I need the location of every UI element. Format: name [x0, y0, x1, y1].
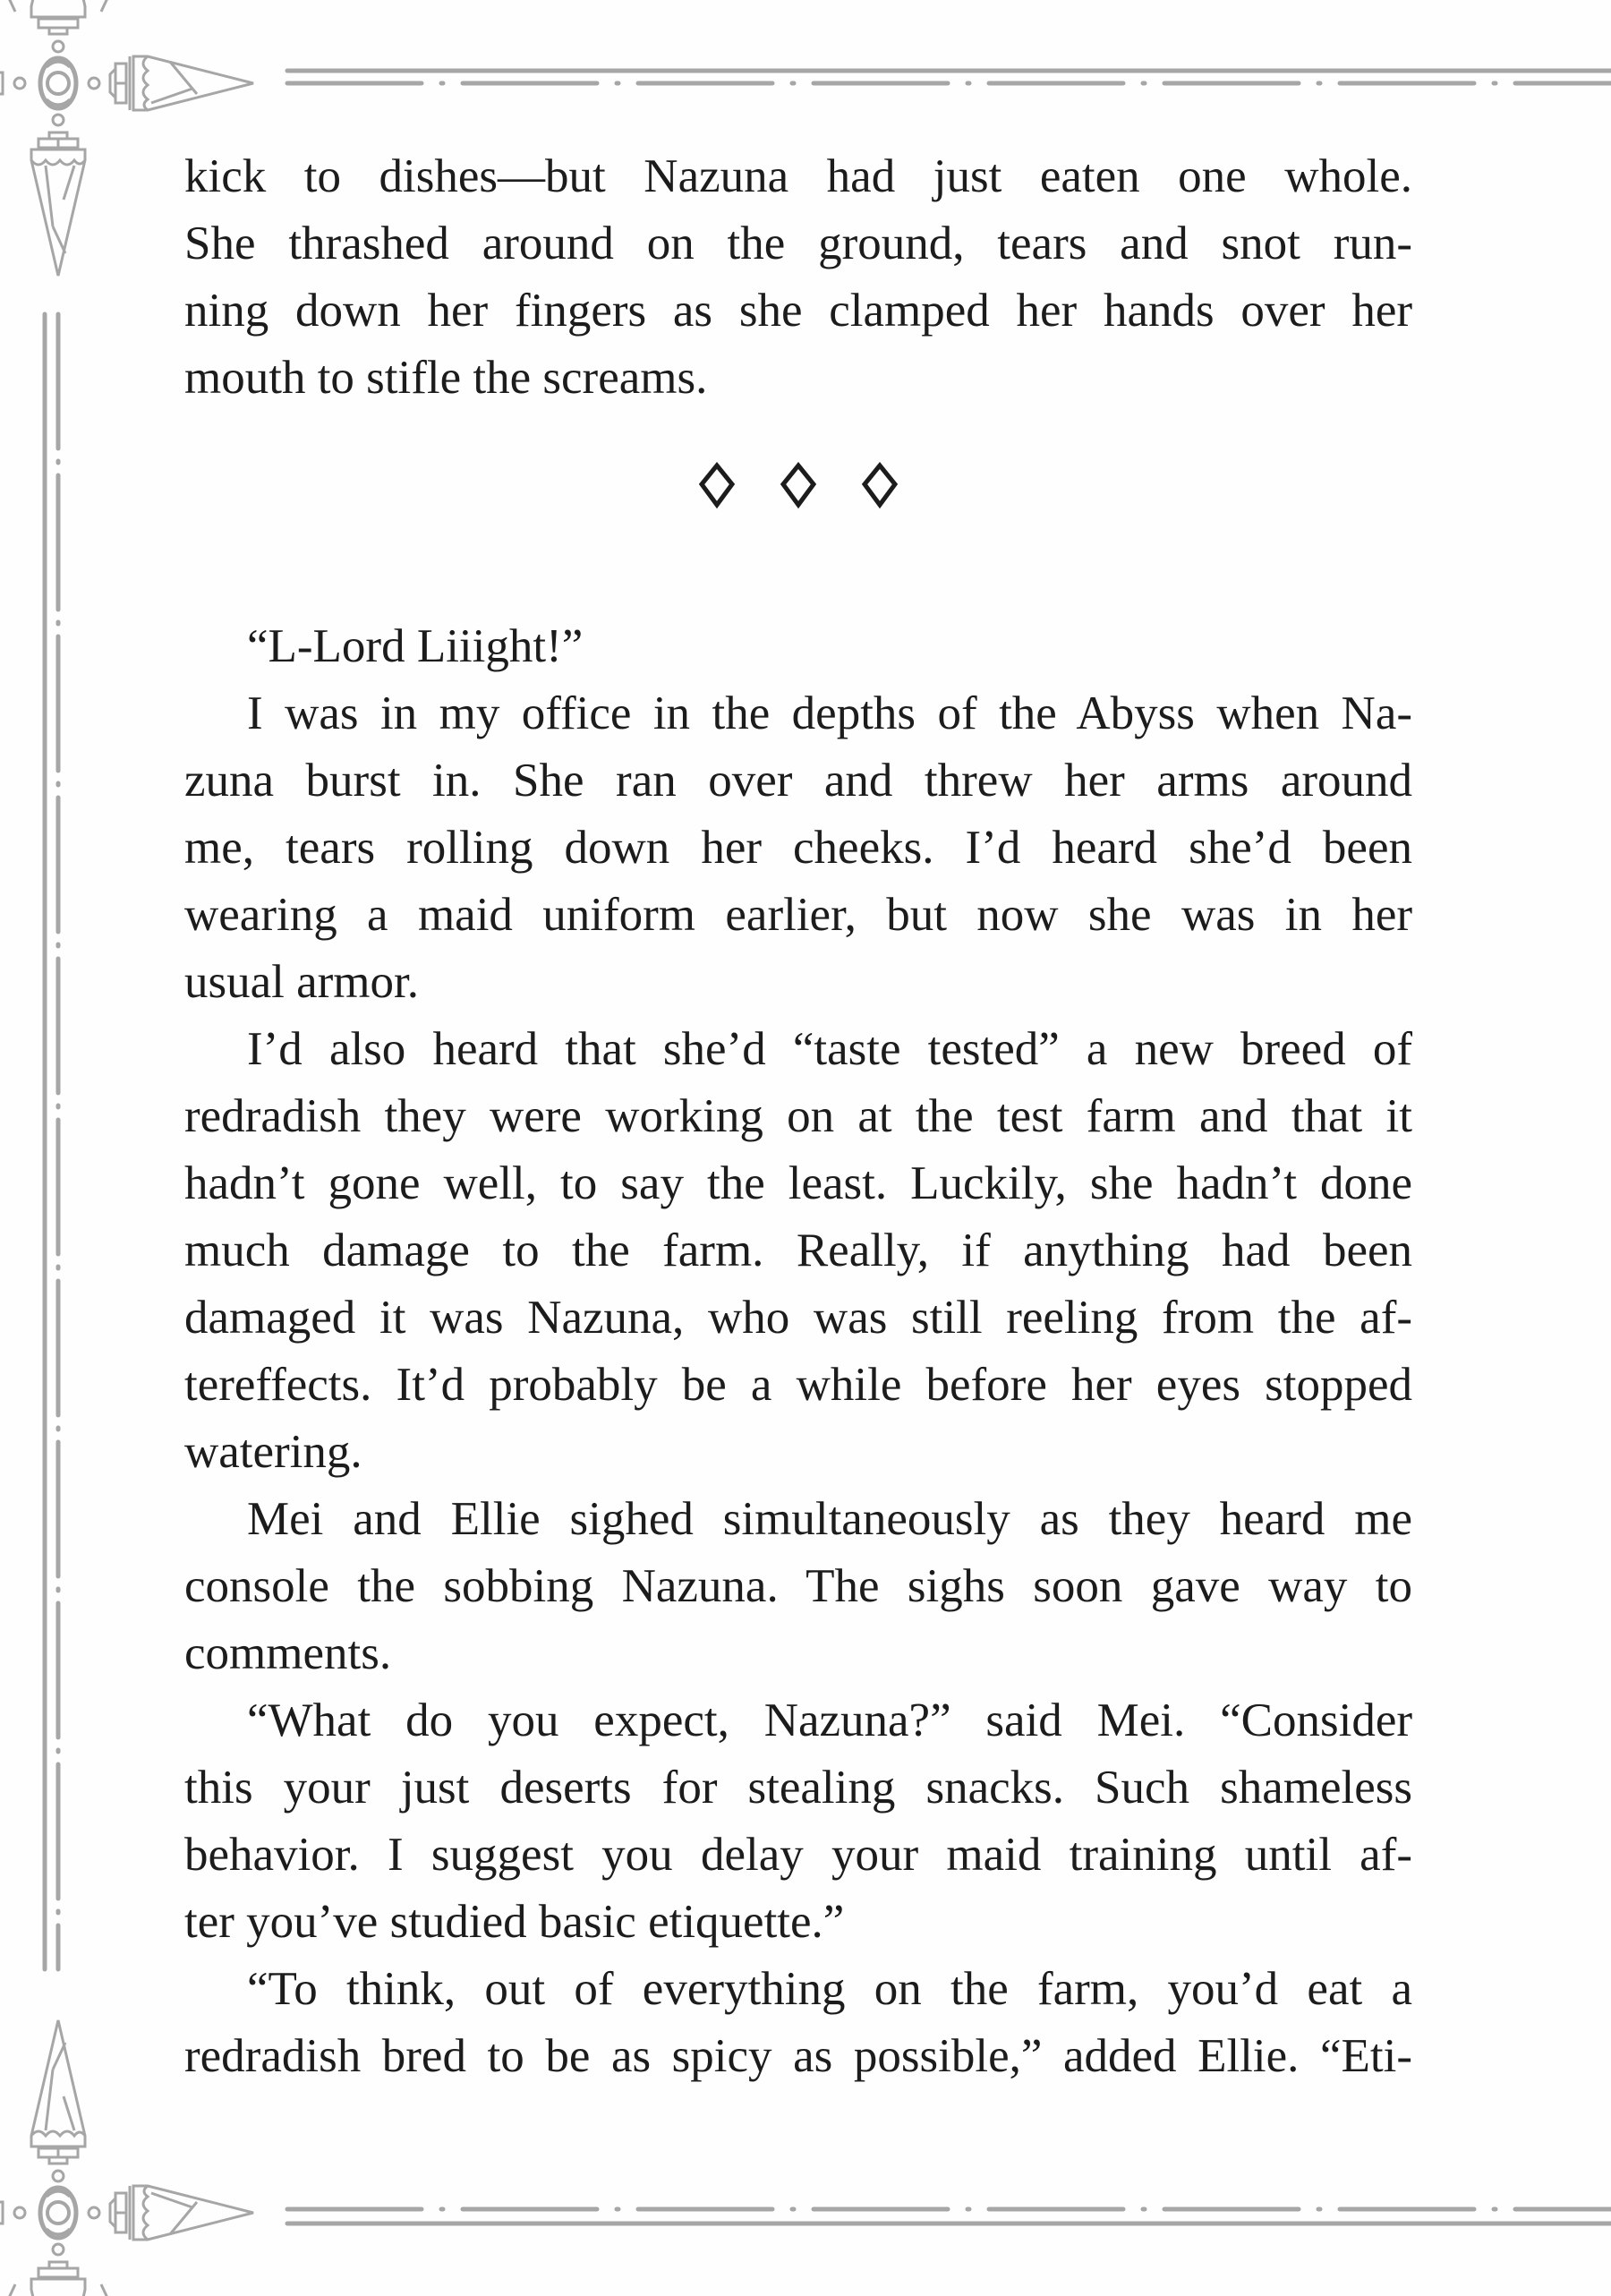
text-line: redradish they were working on at the test farm and that it: [184, 1090, 1412, 1142]
text-line: console the sobbing Nazuna. The sighs soon gave way to: [184, 1560, 1412, 1612]
text-line: hadn’t gone well, to say the least. Luckily, she hadn’t done: [184, 1157, 1412, 1209]
paragraph: [184, 1486, 1412, 1687]
diamond-icon: [783, 465, 814, 505]
text-line: behavior. I suggest you delay your maid training until af-: [184, 1829, 1412, 1881]
text-line: “To think, out of everything on the farm, you’d eat a: [247, 1963, 1412, 2015]
text-line: comments.: [184, 1627, 392, 1679]
text-line: usual armor.: [184, 956, 419, 1008]
text-line: redradish bred to be as spicy as possible,” added Ellie. “Eti-: [184, 2030, 1412, 2082]
diamond-icon: [865, 465, 895, 505]
diamond-icon: [702, 465, 732, 505]
text-line: She thrashed around on the ground, tears and snot run-: [184, 218, 1412, 269]
text-line: I was in my office in the depths of the Abyss when Na-: [247, 687, 1412, 739]
text-line: this your just deserts for stealing snacks. Such shameless: [184, 1762, 1412, 1814]
text-line: ter you’ve studied basic etiquette.”: [184, 1896, 845, 1948]
paragraph: [184, 613, 1412, 680]
text-line: ning down her fingers as she clamped her hands over her: [184, 285, 1412, 337]
text-line: watering.: [184, 1426, 362, 1478]
body-text: [184, 143, 1412, 2090]
text-line: Mei and Ellie sighed simultaneously as they heard me: [247, 1493, 1412, 1545]
text-line: wearing a maid uniform earlier, but now she was in her: [184, 889, 1412, 941]
text-line: damaged it was Nazuna, who was still reeling from the af-: [184, 1292, 1412, 1344]
text-line: tereffects. It’d probably be a while before her eyes stopped: [184, 1359, 1412, 1411]
text-line: “What do you expect, Nazuna?” said Mei. “Consider: [247, 1694, 1412, 1746]
scene-break: [184, 412, 1412, 613]
text-line: zuna burst in. She ran over and threw her arms around: [184, 755, 1412, 807]
text-line: much damage to the farm. Really, if anything had been: [184, 1225, 1412, 1276]
paragraph: [184, 1016, 1412, 1486]
text-line: I’d also heard that she’d “taste tested” a new breed of: [247, 1023, 1412, 1075]
text-line: mouth to stifle the screams.: [184, 352, 708, 404]
text-line: me, tears rolling down her cheeks. I’d heard she’d been: [184, 822, 1412, 874]
text-line: kick to dishes—but Nazuna had just eaten one whole.: [184, 150, 1412, 202]
paragraph: [184, 1687, 1412, 1956]
paragraph: [184, 1956, 1412, 2090]
dialogue-line: “L-Lord Liiight!”: [247, 620, 584, 672]
paragraph: [184, 143, 1412, 412]
paragraph: [184, 680, 1412, 1016]
